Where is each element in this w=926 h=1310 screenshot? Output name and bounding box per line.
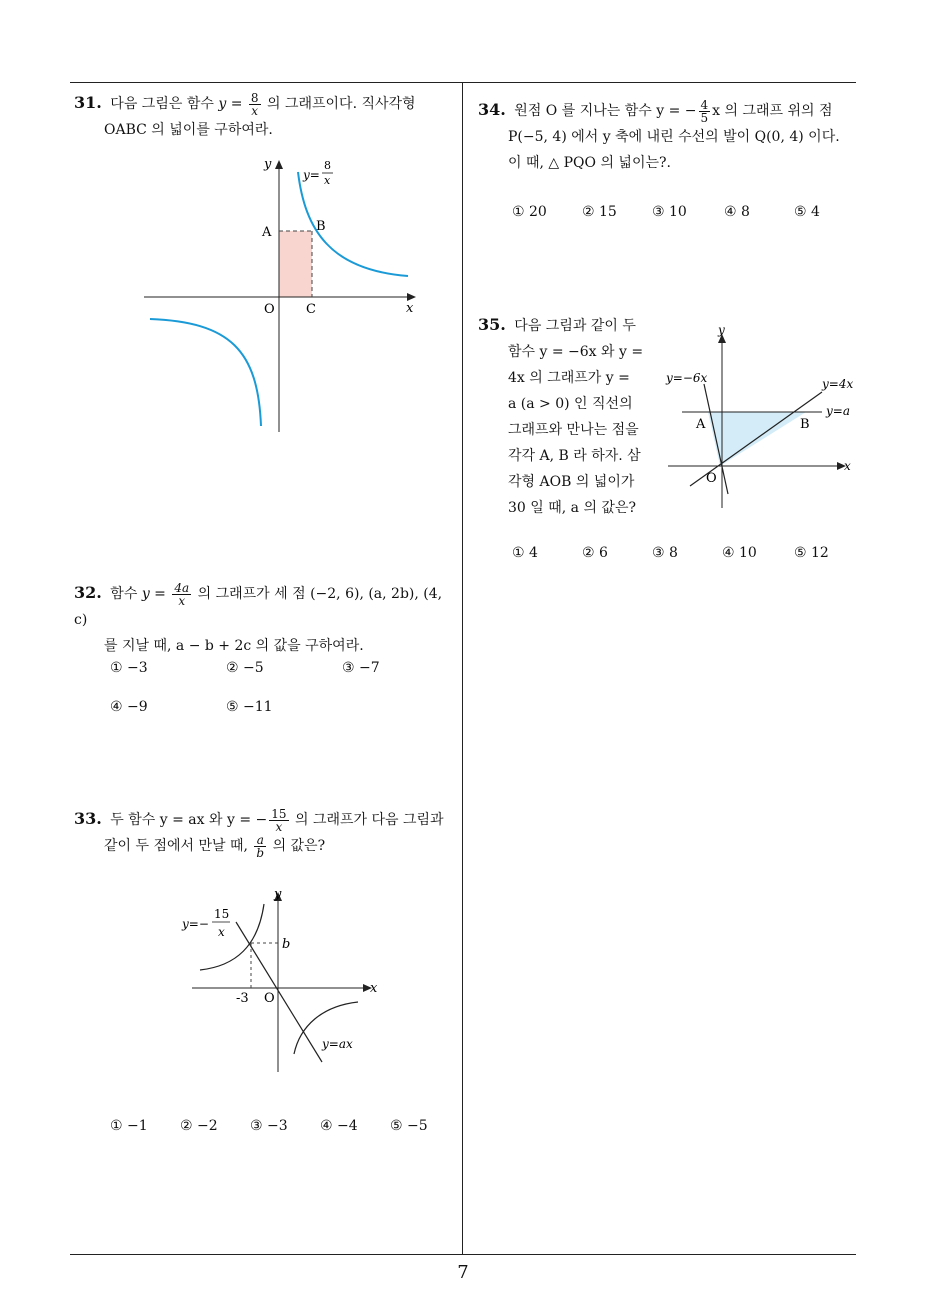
fraction: $\frac{4a}{x}$ bbox=[174, 580, 190, 608]
label-y: y bbox=[264, 157, 272, 172]
fraction: $\frac{15}{x}$ bbox=[271, 806, 287, 834]
label-line1: y=−6x bbox=[666, 371, 708, 385]
rectangle-oabc bbox=[279, 231, 312, 297]
column-divider bbox=[462, 82, 463, 1254]
problem-number: 31. bbox=[74, 93, 102, 112]
top-rule bbox=[70, 82, 856, 83]
choice-3[interactable]: ③ −7 bbox=[342, 660, 380, 676]
y-axis-arrow-icon bbox=[275, 160, 283, 169]
problem-number: 33. bbox=[74, 809, 102, 828]
choice-2[interactable]: ② 15 bbox=[582, 204, 617, 220]
choice-1[interactable]: ① 20 bbox=[512, 204, 547, 220]
label-y: y bbox=[274, 887, 282, 902]
label-a: A bbox=[696, 417, 706, 432]
line-y-ax bbox=[236, 922, 322, 1062]
choice-5[interactable]: ⑤ −5 bbox=[390, 1118, 428, 1134]
problem-number: 32. bbox=[74, 583, 102, 602]
label-minus3: -3 bbox=[236, 991, 249, 1006]
curve-label-num: 8 bbox=[324, 159, 331, 172]
choice-4[interactable]: ④ 10 bbox=[722, 545, 757, 561]
label-line2: y=4x bbox=[822, 377, 854, 391]
problem-35: 35. 다음 그림과 같이 두 함수 y = −6x 와 y = 4x 의 그래프가 y = a (a > 0) 인 직선의 그래프와 만나는 점을 각각 A, B 라 하자. 삼 각형 AOB 의 넓이가 30 일 때, a 의 값은? bbox=[478, 312, 658, 521]
curve-label: y=− bbox=[182, 917, 209, 931]
label-b: B bbox=[316, 219, 326, 234]
curve-label: y= bbox=[303, 168, 320, 182]
curve-label-den: x bbox=[324, 174, 331, 187]
label-b: b bbox=[282, 937, 291, 952]
fraction: $\frac{8}{x}$ bbox=[250, 90, 259, 118]
choice-4[interactable]: ④ −4 bbox=[320, 1118, 358, 1134]
choice-3[interactable]: ③ 8 bbox=[652, 545, 678, 561]
problem-32 bbox=[74, 580, 458, 659]
curve-label-den: x bbox=[218, 925, 225, 939]
problem-33-line1: 33. 두 함수 y = ax 와 y = − $\frac{15}{x}$ 의 그래프가 다음 그림과 bbox=[74, 806, 444, 834]
choice-2[interactable]: ② −2 bbox=[180, 1118, 218, 1134]
choice-1[interactable]: ① −3 bbox=[110, 660, 148, 676]
choice-1[interactable]: ① 4 bbox=[512, 545, 538, 561]
problem-33-line2: 같이 두 점에서 만날 때, $\frac{a}{b}$ 의 값은? bbox=[104, 832, 326, 860]
problem-number: 34. bbox=[478, 100, 506, 119]
problem-34-line2: P(−5, 4) 에서 y 축에 내린 수선의 발이 Q(0, 4) 이다. bbox=[508, 129, 840, 145]
problem-34-line3: 이 때, △ PQO 의 넓이는?. bbox=[508, 155, 671, 171]
x-axis-arrow-icon bbox=[407, 293, 416, 301]
problem-32-line2: 를 지날 때, a − b + 2c 의 값을 구하여라. bbox=[104, 638, 364, 654]
problem-33 bbox=[74, 806, 458, 859]
fraction: $\frac{4}{5}$ bbox=[700, 97, 709, 125]
problem-31-figure bbox=[140, 150, 430, 440]
label-b: B bbox=[800, 417, 810, 432]
label-y: y bbox=[718, 323, 725, 337]
fraction: $\frac{a}{b}$ bbox=[256, 832, 265, 860]
label-line3: y=a bbox=[826, 404, 850, 418]
label-a: A bbox=[262, 225, 272, 240]
problem-31-line1: 31. 다음 그림은 함수 y = $\frac{8}{x}$ 의 그래프이다. 직사각형 bbox=[74, 90, 416, 118]
choice-5[interactable]: ⑤ 4 bbox=[794, 204, 820, 220]
label-o: O bbox=[706, 471, 717, 486]
curve-label-num: 15 bbox=[214, 907, 230, 921]
problem-35-line1: 35. 다음 그림과 같이 두 bbox=[478, 315, 636, 334]
label-o: O bbox=[264, 302, 275, 317]
choice-4[interactable]: ④ 8 bbox=[724, 204, 750, 220]
choice-2[interactable]: ② −5 bbox=[226, 660, 264, 676]
label-x: x bbox=[844, 459, 851, 473]
label-x: x bbox=[370, 981, 378, 996]
page-number: 7 bbox=[457, 1262, 469, 1283]
choice-1[interactable]: ① −1 bbox=[110, 1118, 148, 1134]
label-o: O bbox=[264, 991, 275, 1006]
problem-33-figure bbox=[176, 886, 386, 1076]
problem-31 bbox=[74, 90, 458, 143]
label-c: C bbox=[306, 302, 316, 317]
line-label: y=ax bbox=[322, 1037, 353, 1051]
hyperbola-branch-2 bbox=[150, 319, 261, 426]
problem-34 bbox=[478, 97, 862, 176]
choice-5[interactable]: ⑤ −11 bbox=[226, 699, 273, 715]
hyperbola-branch-1 bbox=[298, 172, 408, 276]
problem-34-line1: 34. 원점 O 를 지나는 함수 y = − $\frac{4}{5}$ x 의 그래프 위의 점 bbox=[478, 97, 833, 125]
problem-31-line2: OABC 의 넓이를 구하여라. bbox=[104, 122, 273, 138]
hyperbola-branch-1 bbox=[200, 904, 264, 970]
choice-4[interactable]: ④ −9 bbox=[110, 699, 148, 715]
bottom-rule bbox=[70, 1254, 856, 1255]
choice-2[interactable]: ② 6 bbox=[582, 545, 608, 561]
choice-3[interactable]: ③ −3 bbox=[250, 1118, 288, 1134]
problem-number: 35. bbox=[478, 315, 506, 334]
choice-5[interactable]: ⑤ 12 bbox=[794, 545, 829, 561]
problem-35-figure bbox=[662, 320, 862, 510]
label-x: x bbox=[406, 301, 414, 316]
problem-32-line1: 32. 함수 y = $\frac{4a}{x}$ 의 그래프가 세 점 (−2, 6), (a, 2b), (4, c) bbox=[74, 580, 443, 628]
choice-3[interactable]: ③ 10 bbox=[652, 204, 687, 220]
